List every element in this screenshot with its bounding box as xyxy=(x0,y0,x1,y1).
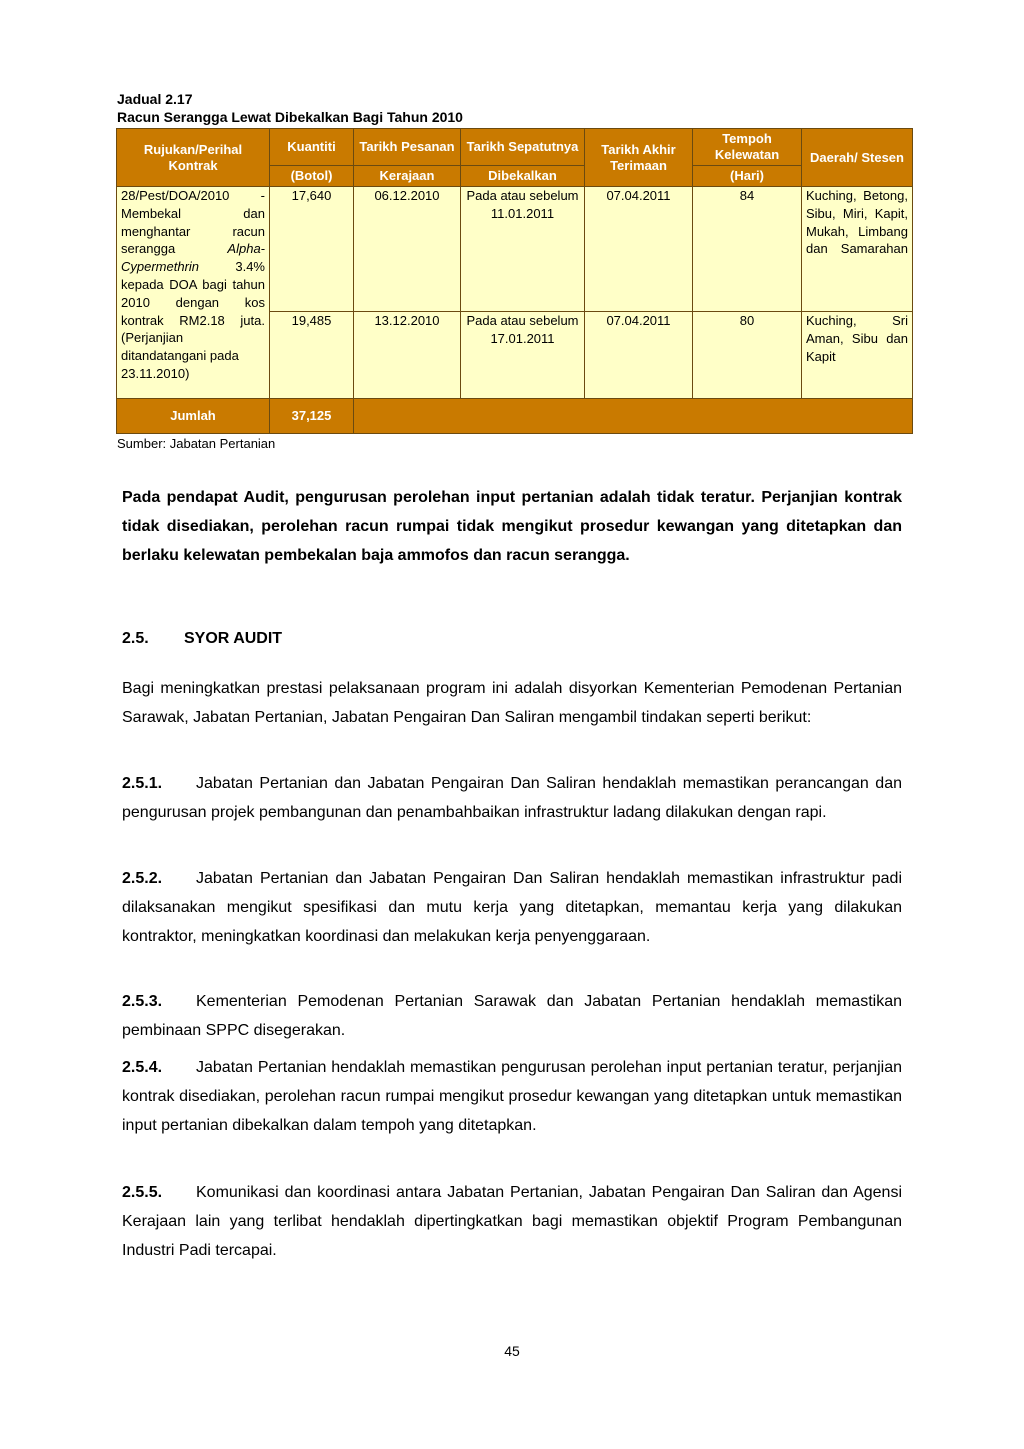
recommendation-text: Jabatan Pertanian dan Jabatan Pengairan Dan Saliran hendaklah memastikan infrastruktur padi dilaksanakan mengikut spesifikasi dan mutu kerja yang ditetapkan, memantau kerja yang dilakukan kontraktor, meningkatkan koordinasi dan melakukan kerja penyenggaraan. xyxy=(122,870,902,945)
section-number: 2.5. xyxy=(122,630,149,647)
total-empty xyxy=(354,399,913,434)
row1-akhir: 07.04.2011 xyxy=(585,187,693,312)
section-title: SYOR AUDIT xyxy=(184,630,283,647)
recommendation-2-5-4 xyxy=(122,1053,902,1140)
row2-akhir: 07.04.2011 xyxy=(585,312,693,399)
row2-sepatutnya: Pada atau sebelum 17.01.2011 xyxy=(461,312,585,399)
header-dibekalkan: Dibekalkan xyxy=(461,166,585,187)
row1-tempoh: 84 xyxy=(693,187,802,312)
recommendation-number: 2.5.2. xyxy=(122,870,163,887)
recommendation-text: Jabatan Pertanian hendaklah memastikan pengurusan perolehan input pertanian teratur, perjanjian kontrak disediakan, perolehan racun rumpai mengikut prosedur kewangan yang ditetapkan untuk memastikan input pertanian dibekalkan dalam tempoh yang ditetapkan. xyxy=(122,1059,902,1134)
recommendation-2-5-1 xyxy=(122,769,902,827)
recommendation-number: 2.5.5. xyxy=(122,1184,163,1201)
recommendation-number: 2.5.3. xyxy=(122,993,163,1010)
recommendation-2-5-3 xyxy=(122,987,902,1045)
row2-tempoh: 80 xyxy=(693,312,802,399)
recommendation-2-5-2 xyxy=(122,864,902,951)
recommendation-text: Jabatan Pertanian dan Jabatan Pengairan Dan Saliran hendaklah memastikan perancangan dan pengurusan projek pembangunan dan penambahbaikan infrastruktur ladang dilakukan dengan rapi. xyxy=(122,775,902,821)
row1-daerah: Kuching, Betong, Sibu, Miri, Kapit, Mukah, Limbang dan Samarahan xyxy=(802,187,913,312)
total-value: 37,125 xyxy=(270,399,354,434)
header-kuantiti: Kuantiti xyxy=(270,129,354,166)
intro-paragraph: Bagi meningkatkan prestasi pelaksanaan program ini adalah disyorkan Kementerian Pemodenan Pertanian Sarawak, Jabatan Pertanian, Jabatan Pengairan Dan Saliran mengambil tindakan seperti berikut: xyxy=(122,680,902,726)
contract-note: (Perjanjian ditandatangani pada 23.11.2010) xyxy=(121,330,239,381)
header-botol: (Botol) xyxy=(270,166,354,187)
row2-daerah: Kuching, Sri Aman, Sibu dan Kapit xyxy=(802,312,913,399)
header-daerah: Daerah/ Stesen xyxy=(802,129,913,187)
recommendation-number: 2.5.1. xyxy=(122,775,163,792)
table-title: Racun Serangga Lewat Dibekalkan Bagi Tahun 2010 xyxy=(117,109,463,125)
header-kerajaan: Kerajaan xyxy=(354,166,461,187)
row1-kuantiti: 17,640 xyxy=(270,187,354,312)
row2-kuantiti: 19,485 xyxy=(270,312,354,399)
header-rujukan: Rujukan/Perihal Kontrak xyxy=(117,129,270,187)
table-total-row xyxy=(117,399,913,434)
table-source: Sumber: Jabatan Pertanian xyxy=(117,436,276,451)
table-label: Jadual 2.17 xyxy=(117,91,193,107)
recommendation-text: Kementerian Pemodenan Pertanian Sarawak dan Jabatan Pertanian hendaklah memastikan pembinaan SPPC disegerakan. xyxy=(122,993,902,1039)
late-pesticide-table xyxy=(116,128,913,434)
contract-text-part2: 3.4% kepada DOA bagi tahun 2010 dengan kos kontrak RM2.18 juta. xyxy=(121,259,265,328)
row2-pesanan: 13.12.2010 xyxy=(354,312,461,399)
recommendation-text: Komunikasi dan koordinasi antara Jabatan Pertanian, Jabatan Pengairan Dan Saliran dan Agensi Kerajaan lain yang terlibat hendaklah dipertingkatkan bagi memastikan objektif Program Pembangunan Industri Padi tercapai. xyxy=(122,1184,902,1259)
recommendation-number: 2.5.4. xyxy=(122,1059,163,1076)
recommendation-2-5-5 xyxy=(122,1178,902,1265)
row1-pesanan: 06.12.2010 xyxy=(354,187,461,312)
section-heading xyxy=(122,628,282,650)
table-row xyxy=(117,187,913,312)
contract-text-part1: 28/Pest/DOA/2010 - Membekal dan menghantar racun serangga xyxy=(121,188,265,257)
row1-sepatutnya: Pada atau sebelum 11.01.2011 xyxy=(461,187,585,312)
contract-text-italic: Alpha-Cypermethrin xyxy=(121,241,265,275)
header-sepatutnya: Tarikh Sepatutnya xyxy=(461,129,585,166)
audit-conclusion: Pada pendapat Audit, pengurusan perolehan input pertanian adalah tidak teratur. Perjanjian kontrak tidak disediakan, perolehan racun rumpai tidak mengikut prosedur kewangan yang ditetapkan dan berlaku kelewatan pembekalan baja ammofos dan racun serangga. xyxy=(122,489,902,564)
contract-description xyxy=(117,187,270,399)
table-header-row xyxy=(117,129,913,166)
header-akhir: Tarikh Akhir Terimaan xyxy=(585,129,693,187)
total-label: Jumlah xyxy=(117,399,270,434)
page-number: 45 xyxy=(504,1343,520,1359)
header-pesanan: Tarikh Pesanan xyxy=(354,129,461,166)
header-hari: (Hari) xyxy=(693,166,802,187)
header-tempoh: Tempoh Kelewatan xyxy=(693,129,802,166)
